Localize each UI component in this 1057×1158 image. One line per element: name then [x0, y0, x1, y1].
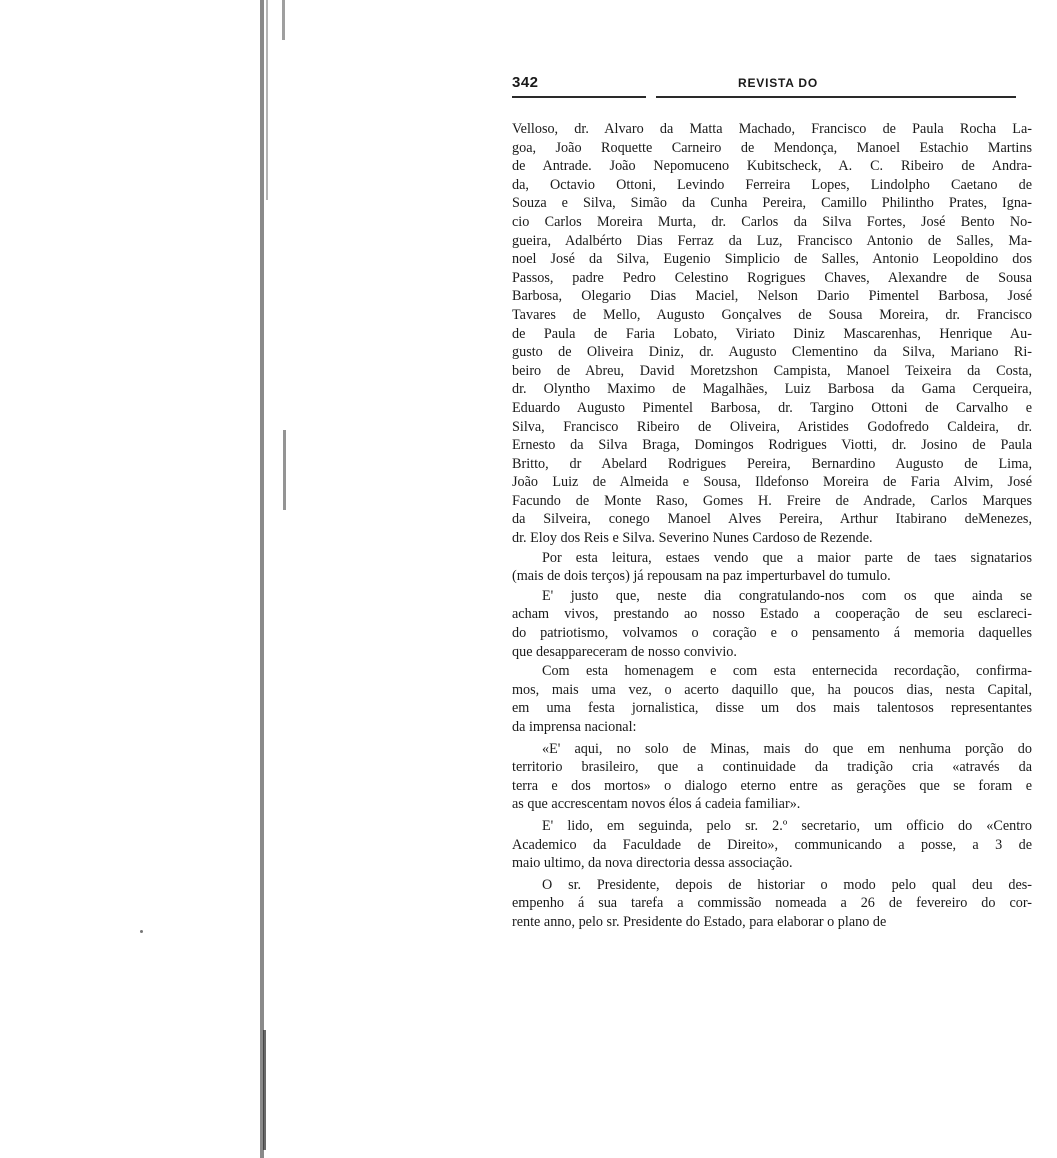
- text-line: empenho á sua tarefa a commissão nomeada a 26 de fevereiro do cor-: [512, 895, 1032, 912]
- text-line: Silva, Francisco Ribeiro de Oliveira, Aristides Godofredo Caldeira, dr.: [512, 418, 1032, 435]
- text-line: em uma festa jornalistica, disse um dos mais talentosos representantes: [512, 700, 1032, 717]
- text-line: do patriotismo, volvamos o coração e o pensamento á memoria daquelles: [512, 625, 1032, 642]
- text-line: goa, João Roquette Carneiro de Mendonça, Manoel Estachio Martins: [512, 139, 1032, 156]
- text-line: dr. Eloy dos Reis e Silva. Severino Nunes Cardoso de Rezende.: [512, 530, 873, 547]
- text-line: beiro de Abreu, David Moretzshon Campista, Manoel Teixeira da Costa,: [512, 362, 1032, 379]
- text-line: O sr. Presidente, depois de historiar o modo pelo qual deu des-: [542, 876, 1032, 893]
- text-line: gueira, Adalbérto Dias Ferraz da Luz, Francisco Antonio de Salles, Ma-: [512, 232, 1032, 249]
- running-head: REVISTA DO: [738, 76, 819, 90]
- header-rule: [656, 96, 1016, 98]
- text-line: cio Carlos Moreira Murta, dr. Carlos da Silva Fortes, José Bento No-: [512, 213, 1032, 230]
- text-line: da Silveira, conego Manoel Alves Pereira, Arthur Itabirano deMenezes,: [512, 511, 1032, 528]
- text-line: da imprensa nacional:: [512, 719, 637, 735]
- text-line: da, Octavio Ottoni, Levindo Ferreira Lopes, Lindolpho Caetano de: [512, 176, 1032, 193]
- text-line: Passos, padre Pedro Celestino Rogrigues Chaves, Alexandre de Sousa: [512, 269, 1032, 286]
- text-line: «E' aqui, no solo de Minas, mais do que em nenhuma porção do: [542, 740, 1032, 757]
- text-line: mos, mais uma vez, o acerto daquillo que, ha poucos dias, nesta Capital,: [512, 681, 1032, 698]
- text-line: noel José da Silva, Eugenio Simplicio de Salles, Antonio Leopoldino dos: [512, 251, 1032, 268]
- text-line: Barbosa, Olegario Dias Maciel, Nelson Dario Pimentel Barbosa, José: [512, 288, 1032, 305]
- paragraph: [512, 876, 1032, 932]
- page-number: 342: [512, 74, 539, 91]
- text-line: dr. Olyntho Maximo de Magalhães, Luiz Barbosa da Gama Cerqueira,: [512, 381, 1032, 398]
- text-line: que desappareceram de nosso convivio.: [512, 643, 737, 660]
- paragraph: [512, 120, 1032, 548]
- scan-speck: [140, 930, 143, 933]
- paragraph: [512, 740, 1032, 814]
- header-rule: [512, 96, 646, 98]
- binding-shadow: [260, 0, 264, 1158]
- text-line: terra e dos mortos» o dialogo eterno entre as gerações que se foram e: [512, 777, 1032, 794]
- text-line: Velloso, dr. Alvaro da Matta Machado, Francisco de Paula Rocha La-: [512, 121, 1032, 137]
- text-line: Por esta leitura, estaes vendo que a maior parte de taes signatarios: [542, 549, 1032, 566]
- paragraph: [512, 549, 1032, 586]
- text-line: E' lido, em seguinda, pelo sr. 2.º secretario, um officio do «Centro: [542, 817, 1032, 834]
- text-line: rente anno, pelo sr. Presidente do Estado, para elaborar o plano de: [512, 913, 887, 930]
- text-line: territorio brasileiro, que a continuidade da tradição cria «através da: [512, 759, 1032, 776]
- binding-shadow: [282, 0, 285, 40]
- text-line: Ernesto da Silva Braga, Domingos Rodrigues Viotti, dr. Josino de Paula: [512, 437, 1032, 454]
- text-line: gusto de Oliveira Diniz, dr. Augusto Clementino da Silva, Mariano Ri-: [512, 344, 1032, 361]
- page-header: [512, 74, 1032, 100]
- binding-shadow: [283, 430, 286, 510]
- binding-shadow: [263, 1030, 266, 1150]
- text-line: Britto, dr Abelard Rodrigues Pereira, Bernardino Augusto de Lima,: [512, 455, 1032, 472]
- document-page: [512, 74, 1032, 932]
- body-text: [512, 120, 1032, 932]
- paragraph: [512, 662, 1032, 736]
- text-line: Eduardo Augusto Pimentel Barbosa, dr. Targino Ottoni de Carvalho e: [512, 399, 1032, 416]
- text-line: Academico da Faculdade de Direito», communicando a posse, a 3 de: [512, 836, 1032, 853]
- text-line: acham vivos, prestando ao nosso Estado a cooperação de seu esclareci-: [512, 606, 1032, 623]
- text-line: as que accrescentam novos élos á cadeia familiar».: [512, 796, 801, 813]
- text-line: de Antrade. João Nepomuceno Kubitscheck, A. C. Ribeiro de Andra-: [512, 158, 1032, 175]
- text-line: Facundo de Monte Raso, Gomes H. Freire de Andrade, Carlos Marques: [512, 492, 1032, 509]
- text-line: João Luiz de Almeida e Sousa, Ildefonso Moreira de Faria Alvim, José: [512, 474, 1032, 491]
- text-line: (mais de dois terços) já repousam na paz imperturbavel do tumulo.: [512, 568, 891, 585]
- binding-shadow: [266, 0, 268, 200]
- text-line: de Paula de Faria Lobato, Viriato Diniz Mascarenhas, Henrique Au-: [512, 325, 1032, 342]
- text-line: Souza e Silva, Simão da Cunha Pereira, Camillo Philintho Prates, Igna-: [512, 195, 1032, 212]
- text-line: Tavares de Mello, Augusto Gonçalves de Sousa Moreira, dr. Francisco: [512, 306, 1032, 323]
- text-line: Com esta homenagem e com esta enternecida recordação, confirma-: [542, 663, 1032, 680]
- paragraph: [512, 817, 1032, 873]
- text-line: maio ultimo, da nova directoria dessa associação.: [512, 855, 793, 872]
- paragraph: [512, 587, 1032, 661]
- text-line: E' justo que, neste dia congratulando-nos com os que ainda se: [542, 587, 1032, 604]
